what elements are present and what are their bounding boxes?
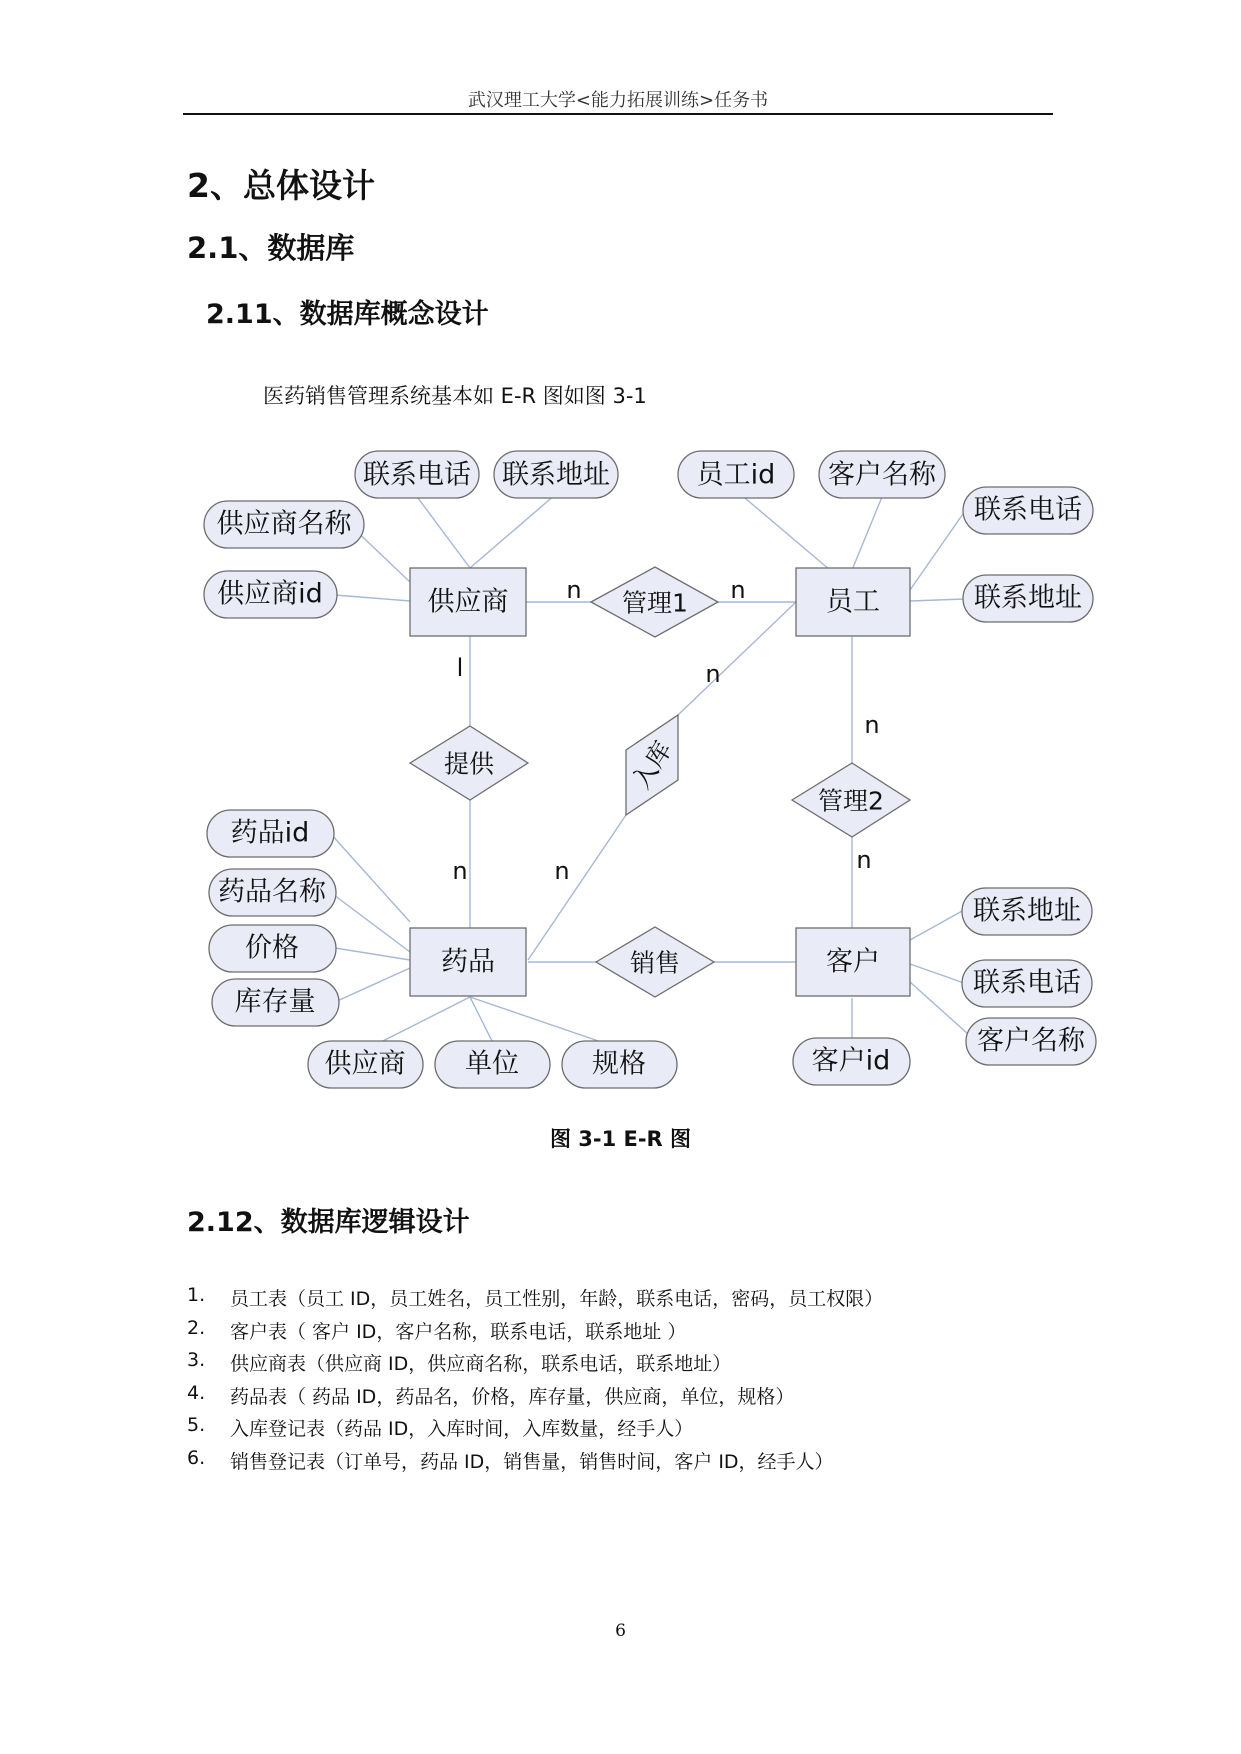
connector-line: [335, 595, 410, 601]
relationship-label-stock-in: 入库: [626, 736, 678, 794]
figure-caption: 图 3-1 E-R 图: [549, 1127, 692, 1151]
attr-label-drug-stock: 库存量: [234, 986, 316, 1018]
connector-line: [335, 968, 410, 1002]
attr-label-employee-id: 员工id: [696, 459, 776, 491]
cardinality-label: n: [705, 660, 721, 688]
cardinality-label: n: [856, 846, 872, 874]
cardinality-label: n: [864, 711, 880, 739]
list-item: [187, 1447, 883, 1480]
connector-line: [528, 815, 626, 960]
attr-label-customer-address: 联系地址: [973, 895, 1081, 927]
list-number: 3.: [187, 1349, 206, 1371]
heading-logical-design: 2.12、数据库逻辑设计: [187, 1207, 470, 1238]
attr-label-drug-price: 价格: [245, 932, 299, 964]
attr-label-employee-phone: 联系电话: [974, 494, 1082, 526]
connector-line: [678, 602, 796, 715]
list-number: 4.: [187, 1381, 206, 1404]
heading-database: 2.1、数据库: [187, 231, 355, 265]
list-item: [187, 1317, 883, 1350]
page-header: 武汉理工大学<能力拓展训练>任务书: [467, 90, 769, 111]
attr-label-customer-id: 客户id: [811, 1045, 891, 1077]
attr-label-drug-supplier: 供应商: [324, 1048, 406, 1080]
attr-label-supplier-id: 供应商id: [217, 578, 323, 610]
entity-label-drug: 药品: [441, 946, 495, 978]
connector-line: [910, 964, 964, 983]
connector-line: [330, 833, 410, 922]
intro-text: 医药销售管理系统基本如 E-R 图如图 3-1: [263, 384, 647, 408]
relationship-label-manage1: 管理1: [622, 588, 688, 618]
list-number: 5.: [187, 1414, 206, 1436]
list-text: 客户表（ 客户 ID，客户名称，联系电话，联系地址 ）: [230, 1320, 687, 1343]
entity-label-employee: 员工: [826, 586, 880, 618]
list-number: 2.: [187, 1316, 206, 1339]
connector-line: [910, 599, 965, 601]
cardinality-label: n: [452, 857, 468, 885]
cardinality-label: l: [456, 654, 464, 682]
heading-conceptual-design: 2.11、数据库概念设计: [206, 299, 489, 330]
cardinality-label: n: [730, 576, 746, 604]
attr-label-employee-customer-name: 客户名称: [828, 459, 936, 491]
cardinality-label: n: [566, 576, 582, 604]
page-number: 6: [615, 1621, 626, 1641]
connector-line: [330, 892, 410, 952]
table-list: [187, 1284, 883, 1479]
connector-line: [852, 497, 882, 570]
list-text: 销售登记表（订单号，药品 ID，销售量，销售时间，客户 ID，经手人）: [230, 1450, 834, 1473]
connector-line: [375, 997, 470, 1045]
list-item: [187, 1284, 883, 1317]
relationship-label-sale: 销售: [629, 948, 681, 978]
list-text: 入库登记表（药品 ID，入库时间，入库数量，经手人）: [230, 1418, 694, 1440]
connector-line: [910, 982, 968, 1034]
relationship-label-manage2: 管理2: [818, 786, 884, 816]
attr-label-customer-name: 客户名称: [977, 1025, 1085, 1057]
list-text: 供应商表（供应商 ID，供应商名称，联系电话，联系地址）: [230, 1353, 732, 1375]
list-text: 员工表（员工 ID，员工姓名，员工性别，年龄，联系电话，密码，员工权限）: [230, 1288, 884, 1310]
relationship-label-provide: 提供: [443, 749, 495, 779]
connector-line: [910, 511, 965, 590]
list-item: [187, 1414, 883, 1447]
entity-label-supplier: 供应商: [427, 586, 509, 618]
list-item: [187, 1349, 883, 1382]
connector-line: [739, 493, 830, 570]
attr-label-customer-phone: 联系电话: [973, 967, 1081, 999]
attr-label-drug-unit: 单位: [465, 1048, 519, 1080]
connector-line: [910, 910, 964, 940]
attr-label-drug-spec: 规格: [592, 1048, 646, 1080]
attr-label-drug-name: 药品名称: [218, 876, 326, 908]
connector-line: [415, 494, 470, 568]
list-number: 1.: [187, 1284, 206, 1306]
heading-overall-design: 2、总体设计: [187, 166, 375, 205]
list-number: 6.: [187, 1446, 206, 1469]
connector-line: [470, 494, 556, 568]
list-item: [187, 1382, 883, 1415]
attr-label-supplier-address: 联系地址: [502, 459, 610, 491]
attr-label-supplier-name: 供应商名称: [216, 508, 352, 540]
connector-line: [335, 948, 410, 960]
attr-label-supplier-phone: 联系电话: [363, 459, 471, 491]
attr-label-drug-id: 药品id: [230, 817, 310, 849]
attr-label-employee-address: 联系地址: [974, 582, 1082, 614]
cardinality-label: n: [554, 857, 570, 885]
list-text: 药品表（ 药品 ID，药品名，价格，库存量，供应商，单位，规格）: [230, 1385, 795, 1408]
entity-label-customer: 客户: [826, 946, 880, 978]
